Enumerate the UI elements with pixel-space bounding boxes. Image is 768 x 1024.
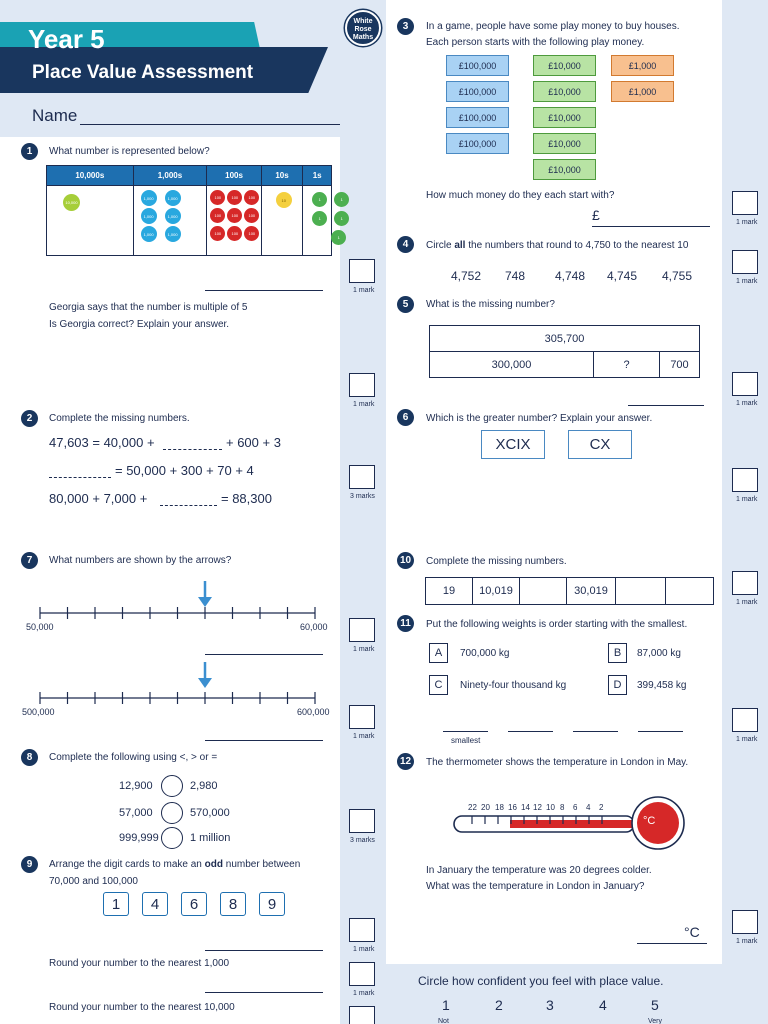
q8-left: 57,000 <box>119 807 153 819</box>
pv-thousands <box>133 186 207 256</box>
q11-text: Put the following weights is order starting with the smallest. <box>426 619 688 630</box>
question-number: 8 <box>21 749 38 766</box>
order-line[interactable] <box>573 731 618 732</box>
q12-text: The thermometer shows the temperature in London in May. <box>426 757 689 768</box>
scale-label: 2 <box>599 803 604 812</box>
money-note-10000: £10,000 <box>533 55 596 76</box>
order-line[interactable] <box>638 731 683 732</box>
question-number: 1 <box>21 143 38 160</box>
round-option[interactable]: 748 <box>505 269 526 283</box>
q9-answer-line[interactable] <box>205 992 323 993</box>
counter-100: 100 <box>210 208 225 223</box>
mark-box[interactable] <box>349 705 375 729</box>
question-number: 9 <box>21 856 38 873</box>
money-note-1000: £1,000 <box>611 55 674 76</box>
thermometer <box>452 792 692 852</box>
mark-label: 1 mark <box>353 990 375 997</box>
mark-label: 1 mark <box>353 287 375 294</box>
comparison-circle[interactable] <box>161 802 183 824</box>
mark-label: 1 mark <box>736 278 758 285</box>
question-number: 12 <box>397 753 414 770</box>
option-value: 399,458 kg <box>637 680 687 691</box>
q6-text: Which is the greater number? Explain your answer. <box>426 413 653 424</box>
question-number: 3 <box>397 18 414 35</box>
sequence-blank[interactable] <box>519 577 567 605</box>
q2-blank[interactable] <box>160 505 217 506</box>
q3-answer-line[interactable] <box>592 226 710 227</box>
roman-numeral-option[interactable]: CX <box>568 430 632 459</box>
q3-question: How much money do they each start with? <box>426 190 615 201</box>
counter-100: 100 <box>227 208 242 223</box>
q2-line1-left: 47,603 = 40,000 + <box>49 435 155 450</box>
pv-header: 10,000s <box>47 166 134 186</box>
round-option[interactable]: 4,755 <box>662 269 693 283</box>
money-note-10000: £10,000 <box>533 159 596 180</box>
q2-blank[interactable] <box>163 449 222 450</box>
q9-round2: Round your number to the nearest 10,000 <box>49 1002 235 1013</box>
money-note-10000: £10,000 <box>533 81 596 102</box>
mark-label: 1 mark <box>353 401 375 408</box>
q8-right: 1 million <box>190 832 231 844</box>
q1-text-3: Is Georgia correct? Explain your answer. <box>49 319 230 330</box>
smallest-label: smallest <box>451 736 481 745</box>
question-number: 7 <box>21 552 38 569</box>
counter-100: 100 <box>244 208 259 223</box>
roman-numeral-option[interactable]: XCIX <box>481 430 545 459</box>
q7-answer-line-1[interactable] <box>205 654 323 655</box>
q8-right: 2,980 <box>190 780 218 792</box>
money-note-10000: £10,000 <box>533 107 596 128</box>
white-rose-maths-logo: White Rose Maths <box>345 10 381 46</box>
counter-1000: 1,000 <box>165 208 181 224</box>
scale-label: 4 <box>586 803 591 812</box>
q9-answer-line[interactable] <box>205 950 323 951</box>
q2-line1-right: + 600 + 3 <box>226 435 281 450</box>
mark-label: 1 mark <box>353 946 375 953</box>
year-label: Year 5 <box>28 24 105 54</box>
mark-box[interactable] <box>732 191 758 215</box>
q8-left: 12,900 <box>119 780 153 792</box>
mark-label: 3 marks <box>350 493 375 500</box>
mark-box[interactable] <box>349 962 375 986</box>
page-title: Place Value Assessment <box>32 62 254 83</box>
option-letter: C <box>429 675 448 695</box>
option-letter: B <box>608 643 627 663</box>
mark-label: 1 mark <box>736 599 758 606</box>
money-note-100000: £100,000 <box>446 133 509 154</box>
money-note-100000: £100,000 <box>446 107 509 128</box>
q9-round1: Round your number to the nearest 1,000 <box>49 958 230 969</box>
pv-hundreds <box>207 186 261 256</box>
scale-label: 16 <box>508 803 517 812</box>
digit-card: 4 <box>142 892 168 916</box>
mark-box[interactable] <box>732 250 758 274</box>
confidence-option[interactable]: 2 <box>495 997 503 1013</box>
order-line[interactable] <box>443 731 488 732</box>
q8-text: Complete the following using <, > or = <box>49 752 218 763</box>
comparison-circle[interactable] <box>161 775 183 797</box>
q9-text: Arrange the digit cards to make an odd number between <box>49 859 301 870</box>
mark-box[interactable] <box>349 373 375 397</box>
counter-100: 100 <box>244 226 259 241</box>
mark-box[interactable] <box>349 1006 375 1024</box>
mark-label: 1 mark <box>353 733 375 740</box>
q1-text: What number is represented below? <box>49 146 210 157</box>
money-note-10000: £10,000 <box>533 133 596 154</box>
q12-text-3: What was the temperature in London in January? <box>426 881 645 892</box>
mark-box[interactable] <box>349 809 375 833</box>
option-letter: D <box>608 675 627 695</box>
question-number: 10 <box>397 552 414 569</box>
question-number: 11 <box>397 615 414 632</box>
thermometer-unit: °C <box>643 815 656 827</box>
question-number: 2 <box>21 410 38 427</box>
money-note-100000: £100,000 <box>446 81 509 102</box>
mark-box[interactable] <box>349 618 375 642</box>
q10-text: Complete the missing numbers. <box>426 556 567 567</box>
confidence-option[interactable]: 5 <box>651 997 659 1013</box>
pv-tenthousands <box>47 186 134 256</box>
question-number: 6 <box>397 409 414 426</box>
counter-1: 1 <box>334 192 349 207</box>
counter-1000: 1,000 <box>141 226 157 242</box>
pv-header: 100s <box>207 166 261 186</box>
q7-answer-line-2[interactable] <box>205 740 323 741</box>
answer-unit: °C <box>684 924 700 940</box>
q7-text: What numbers are shown by the arrows? <box>49 555 232 566</box>
option-value: 700,000 kg <box>460 648 510 659</box>
confidence-low-label: Not <box>438 1018 449 1024</box>
mark-box[interactable] <box>732 910 758 934</box>
option-value: 87,000 kg <box>637 648 681 659</box>
counter-1: 1 <box>334 211 349 226</box>
q12-answer-line[interactable] <box>637 943 707 944</box>
round-option[interactable]: 4,745 <box>607 269 638 283</box>
round-option[interactable]: 4,752 <box>451 269 482 283</box>
q5-text: What is the missing number? <box>426 299 555 310</box>
sequence-cell: 19 <box>425 577 473 605</box>
sequence-cell: 30,019 <box>566 577 616 605</box>
pv-header: 10s <box>261 166 303 186</box>
mark-box[interactable] <box>349 918 375 942</box>
digit-card: 6 <box>181 892 207 916</box>
digit-card: 9 <box>259 892 285 916</box>
bar-model-whole: 305,700 <box>429 325 700 352</box>
mark-label: 3 marks <box>350 837 375 844</box>
counter-100: 100 <box>227 226 242 241</box>
mark-box[interactable] <box>732 708 758 732</box>
pv-header: 1s <box>303 166 332 186</box>
q2-line2: = 50,000 + 300 + 70 + 4 <box>115 463 254 478</box>
number-line-1-end: 60,000 <box>300 622 328 632</box>
q2-blank[interactable] <box>49 477 111 478</box>
number-line-2-end: 600,000 <box>297 707 330 717</box>
counter-1: 1 <box>312 192 327 207</box>
number-line-2-start: 500,000 <box>22 707 55 717</box>
q1-answer-line[interactable] <box>205 290 323 291</box>
arrow-down-icon <box>198 597 212 607</box>
bar-model-part: 700 <box>659 351 700 378</box>
mark-label: 1 mark <box>736 938 758 945</box>
q2-text: Complete the missing numbers. <box>49 413 190 424</box>
counter-10000: 10,000 <box>63 194 80 211</box>
mark-label: 1 mark <box>736 400 758 407</box>
digit-card: 8 <box>220 892 246 916</box>
q3-text-2: Each person starts with the following play money. <box>426 37 645 48</box>
counter-10: 10 <box>276 192 292 208</box>
mark-label: 1 mark <box>353 646 375 653</box>
counter-1000: 1,000 <box>141 208 157 224</box>
confidence-option[interactable]: 4 <box>599 997 607 1013</box>
mark-box[interactable] <box>349 259 375 283</box>
pv-header: 1,000s <box>133 166 207 186</box>
scale-label: 14 <box>521 803 530 812</box>
q2-line3-left: 80,000 + 7,000 + <box>49 491 148 506</box>
comparison-circle[interactable] <box>161 827 183 849</box>
name-field[interactable] <box>80 124 340 125</box>
pound-sign: £ <box>592 207 600 223</box>
mark-label: 1 mark <box>736 219 758 226</box>
option-letter: A <box>429 643 448 663</box>
mark-label: 1 mark <box>736 736 758 743</box>
q12-text-2: In January the temperature was 20 degrees colder. <box>426 865 652 876</box>
name-label: Name <box>32 106 78 125</box>
pv-tens <box>261 186 303 256</box>
q3-text-1: In a game, people have some play money to buy houses. <box>426 21 680 32</box>
pv-ones <box>303 186 343 256</box>
mark-box[interactable] <box>349 465 375 489</box>
scale-label: 18 <box>495 803 504 812</box>
question-number: 4 <box>397 236 414 253</box>
q8-left: 999,999 <box>119 832 159 844</box>
confidence-text: Circle how confident you feel with place value. <box>418 974 664 988</box>
counter-1000: 1,000 <box>165 226 181 242</box>
q5-answer-line[interactable] <box>628 405 704 406</box>
bar-model-part: 300,000 <box>429 351 594 378</box>
sequence-cell: 10,019 <box>472 577 520 605</box>
counter-1: 1 <box>331 230 346 245</box>
q9-text-2: 70,000 and 100,000 <box>49 876 138 887</box>
q2-line3-right: = 88,300 <box>221 491 272 506</box>
number-line-2 <box>26 660 336 720</box>
counter-100: 100 <box>244 190 259 205</box>
sequence-blank[interactable] <box>665 577 714 605</box>
number-line-1-start: 50,000 <box>26 622 54 632</box>
confidence-option[interactable]: 3 <box>546 997 554 1013</box>
counter-100: 100 <box>227 190 242 205</box>
money-note-100000: £100,000 <box>446 55 509 76</box>
mark-label: 1 mark <box>736 496 758 503</box>
order-line[interactable] <box>508 731 553 732</box>
counter-100: 100 <box>210 226 225 241</box>
confidence-option[interactable]: 1 <box>442 997 450 1013</box>
counter-1000: 1,000 <box>165 190 181 206</box>
scale-label: 20 <box>481 803 490 812</box>
mark-box[interactable] <box>732 571 758 595</box>
mark-box[interactable] <box>732 468 758 492</box>
confidence-high-label: Very <box>648 1018 663 1024</box>
place-value-chart <box>46 165 343 256</box>
number-line-1 <box>26 575 336 635</box>
scale-label: 6 <box>573 803 578 812</box>
bar-model-missing[interactable]: ? <box>593 351 660 378</box>
q8-right: 570,000 <box>190 807 230 819</box>
arrow-down-icon <box>198 678 212 688</box>
scale-label: 12 <box>533 803 542 812</box>
digit-card: 1 <box>103 892 129 916</box>
q1-text-2: Georgia says that the number is multiple of 5 <box>49 302 248 313</box>
counter-1: 1 <box>312 211 327 226</box>
question-number: 5 <box>397 296 414 313</box>
scale-label: 10 <box>546 803 555 812</box>
mark-box[interactable] <box>732 372 758 396</box>
counter-1000: 1,000 <box>141 190 157 206</box>
sequence-blank[interactable] <box>615 577 666 605</box>
round-option[interactable]: 4,748 <box>555 269 586 283</box>
scale-label: 8 <box>560 803 565 812</box>
scale-label: 22 <box>468 803 477 812</box>
money-note-1000: £1,000 <box>611 81 674 102</box>
q4-text: Circle all the numbers that round to 4,750 to the nearest 10 <box>426 240 689 251</box>
counter-100: 100 <box>210 190 225 205</box>
option-value: Ninety-four thousand kg <box>460 680 567 691</box>
